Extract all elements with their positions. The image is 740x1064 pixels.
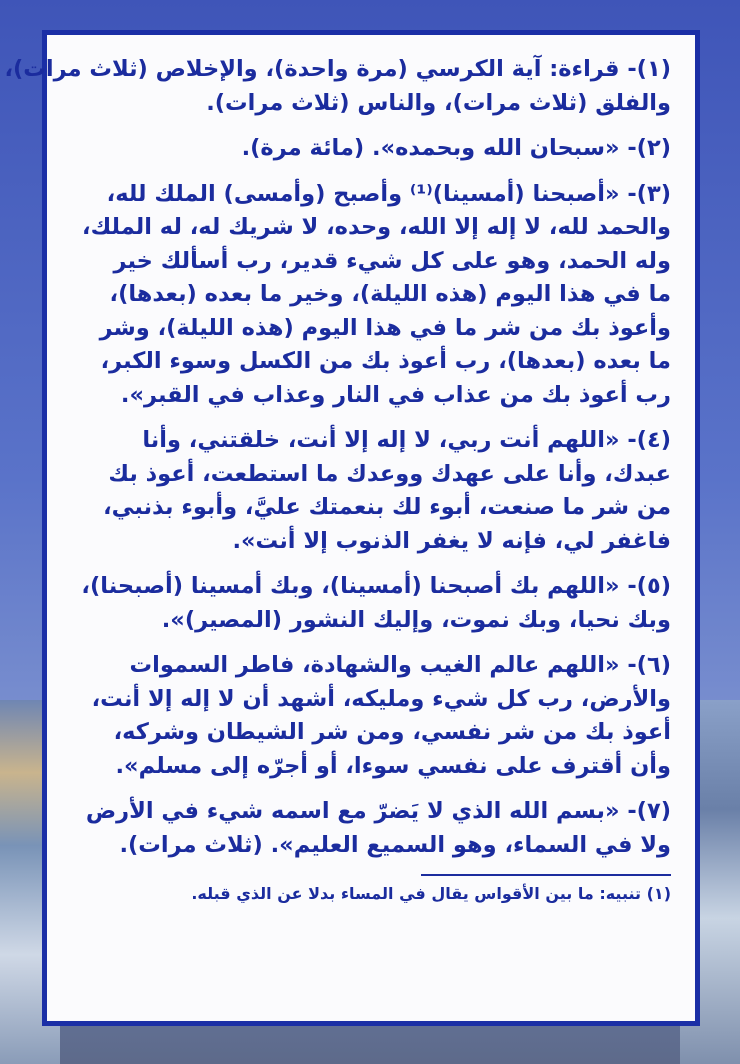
- paragraph-7: [71, 795, 671, 862]
- text-line: (٣)- «أصبحنا (أمسينا)⁽¹⁾ وأصبح (وأمسى) الملك لله،: [106, 180, 671, 207]
- text-line: (٤)- «اللهم أنت ربي، لا إله إلا أنت، خلقتني، وأنا: [142, 427, 671, 453]
- text-line: رب أعوذ بك من عذاب في النار وعذاب في القبر».: [120, 381, 671, 408]
- text-line: (٦)- «اللهم عالم الغيب والشهادة، فاطر السموات: [129, 652, 671, 678]
- paragraph-3: [71, 178, 671, 413]
- paragraph-6: [71, 649, 671, 783]
- text-line: وله الحمد، وهو على كل شيء قدير، رب أسألك خير: [113, 247, 671, 274]
- text-line: من شر ما صنعت، أبوء لك بنعمتك عليَّ، وأبوء بذنبي،: [103, 494, 671, 520]
- text-line: والحمد لله، لا إله إلا الله، وحده، لا شريك له، له الملك،: [82, 214, 671, 240]
- text-line: وأعوذ بك من شر ما في هذا اليوم (هذه الليلة)، وشر: [99, 314, 671, 341]
- paragraph-5: [71, 570, 671, 637]
- footnote-divider: [421, 874, 671, 876]
- text-line: (٥)- «اللهم بك أصبحنا (أمسينا)، وبك أمسينا (أصبحنا)،: [81, 573, 671, 599]
- text-line: (١)- قراءة: آية الكرسي (مرة واحدة)، والإخلاص (ثلاث مرات)،: [4, 56, 671, 82]
- text-line: وأن أقترف على نفسي سوءا، أو أجرّه إلى مسلم».: [115, 752, 671, 779]
- text-line: فاغفر لي، فإنه لا يغفر الذنوب إلا أنت».: [232, 527, 671, 554]
- text-line: عبدك، وأنا على عهدك ووعدك ما استطعت، أعوذ بك: [108, 460, 671, 487]
- page-content: [4, 30, 700, 1026]
- paragraph-4: [71, 424, 671, 558]
- text-line: (٢)- «سبحان الله وبحمده». (مائة مرة).: [241, 135, 671, 161]
- footnote: (١) تنبيه: ما بين الأقواس يقال في المساء بدلا عن الذي قبله.: [191, 884, 671, 903]
- text-line: والفلق (ثلاث مرات)، والناس (ثلاث مرات).: [206, 89, 671, 116]
- paragraph-2: [71, 132, 671, 166]
- text-line: ما بعده (بعدها)، رب أعوذ بك من الكسل وسوء الكبر،: [100, 348, 671, 374]
- text-line: ما في هذا اليوم (هذه الليلة)، وخير ما بعده (بعدها)،: [109, 281, 671, 307]
- paragraph-1: [4, 53, 671, 120]
- text-line: ولا في السماء، وهو السميع العليم». (ثلاث مرات).: [119, 831, 671, 858]
- text-line: والأرض، رب كل شيء ومليكه، أشهد أن لا إله إلا أنت،: [91, 685, 671, 712]
- text-line: (٧)- «بسم الله الذي لا يَضرّ مع اسمه شيء في الأرض: [85, 798, 671, 824]
- text-line: أعوذ بك من شر نفسي، ومن شر الشيطان وشركه،: [113, 719, 671, 745]
- text-line: وبك نحيا، وبك نموت، وإليك النشور (المصير)».: [161, 606, 671, 633]
